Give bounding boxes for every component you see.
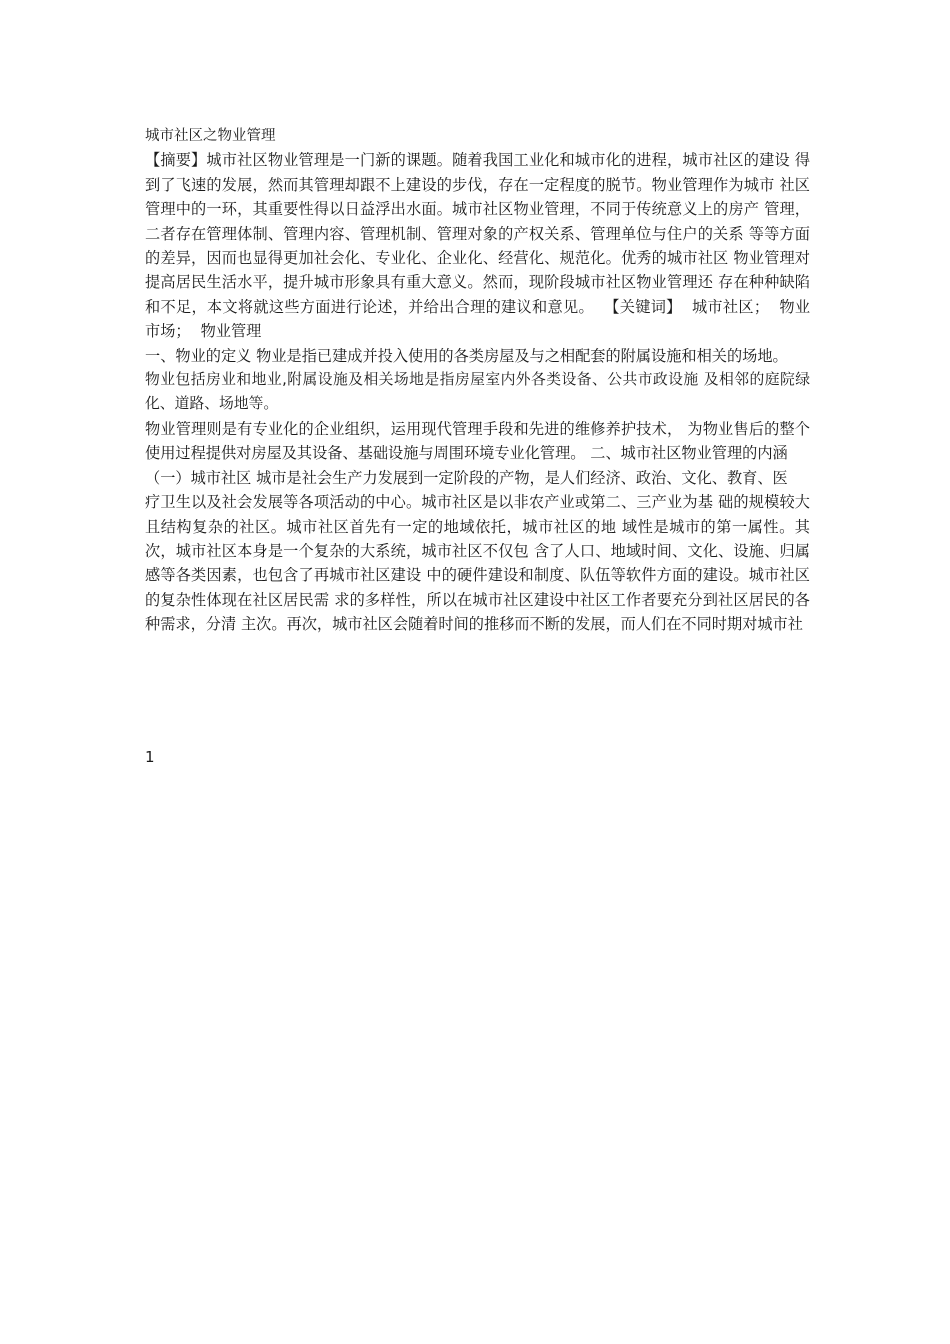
keyword-item: 城市社区； — [691, 297, 770, 316]
abstract-text: 城市社区物业管理是一门新的课题。随着我国工业化和城市化的进程，城市社区的建设 得到了飞速的发展，然而其管理却跟不上建设的步伐，存在一定程度的脱节。物业管理作为城市 社区管理中的一环，其重要性得以日益浮出水面。城市社区物业管理，不同于传统意义上的房产 管理，二者存在管理体制、管理内容、管理机制、管理对象的产权关系、管理单位与住户的关系 等等方面的差异，因而也显得更加社会化、专业化、企业化、经营化、规范化。优秀的城市社区 物业管理对提高居民生活水平，提升城市形象具有重大意义。然而，现阶段城市社区物业管理还 存在种种缺陷和不足，本文将就这些方面进行论述，并给出合理的建议和意见。 — [145, 151, 811, 316]
body-paragraph: 疗卫生以及社会发展等各项活动的中心。城市社区是以非农产业或第二、三产业为基 础的规模较大且结构复杂的社区。城市社区首先有一定的地域依托，城市社区的地 域性是城市的第一属性。其次，城市社区本身是一个复杂的大系统，城市社区不仅包 含了人口、地域时间、文化、设施、归属感等各类因素，也包含了再城市社区建设 中的硬件建设和制度、队伍等软件方面的建设。城市社区的复杂性体现在社区居民需 求的多样性，所以在城市社区建设中社区工作者要充分到社区居民的各种需求，分清 主次。再次，城市社区会随着时间的推移而不断的发展，而人们在不同时期对城市社 — [145, 493, 810, 634]
document-title: 城市社区之物业管理 — [145, 128, 276, 144]
body-paragraph: （一）城市社区 城市是社会生产力发展到一定阶段的产物，是人们经济、政治、文化、教育、医 — [145, 468, 788, 487]
keyword-item: 物业管理 — [200, 322, 262, 341]
keywords-label: 【关键词】 — [603, 297, 682, 316]
page-number: 1 — [145, 748, 155, 766]
body-paragraph: 一、物业的定义 物业是指已建成并投入使用的各类房屋及与之相配套的附属设施和相关的场地。 — [145, 346, 788, 365]
abstract-paragraph — [145, 148, 810, 343]
document-body — [145, 124, 810, 637]
body-paragraph: 物业管理则是有专业化的企业组织，运用现代管理手段和先进的维修养护技术， 为物业售后的整个使用过程提供对房屋及其设备、基础设施与周围环境专业化管理。 二、城市社区物业管理的内涵 — [145, 419, 810, 463]
keyword-item: 物业市场； — [145, 297, 811, 341]
body-paragraph: 物业包括房业和地业,附属设施及相关场地是指房屋室内外各类设备、公共市政设施 及相邻的庭院绿化、道路、场地等。 — [145, 371, 810, 413]
abstract-label: 【摘要】 — [145, 151, 207, 170]
